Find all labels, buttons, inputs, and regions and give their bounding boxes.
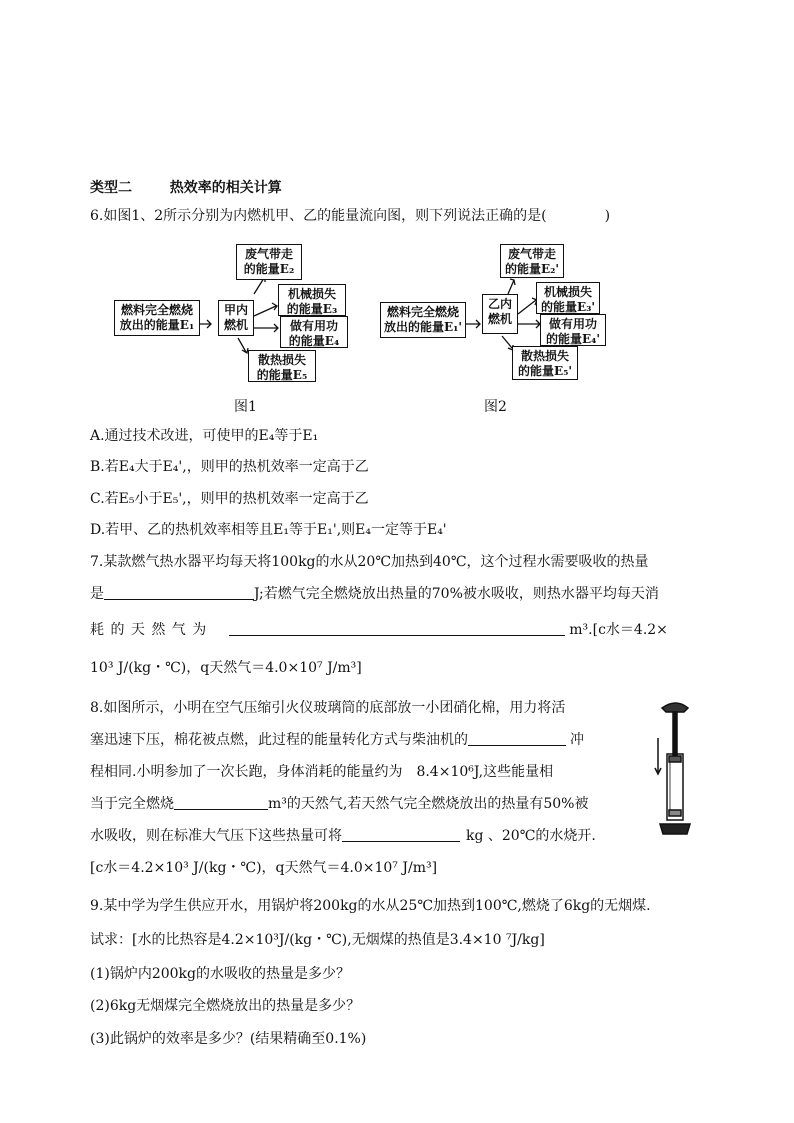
section-title: 热效率的相关计算: [169, 180, 282, 196]
air-compression-igniter-figure: [652, 698, 696, 848]
fig2-useful-box: 做有用功 的能量E₄': [540, 314, 606, 346]
q9-line1: 9.某中学为学生供应开水，用锅炉将200kg的水从25℃加热到100℃,燃烧了6kg的无烟煤.: [90, 898, 651, 914]
fig2-input-box: 燃料完全燃烧 放出的能量E₁': [380, 302, 466, 338]
q6-stem: 6.如图1、2所示分别为内燃机甲、乙的能量流向图，则下列说法正确的是( ): [90, 208, 611, 224]
q7-line3: 耗 的 天 然 气 为 m³.[c水＝4.2×: [90, 622, 668, 638]
figure-2-caption: 图2: [484, 399, 507, 415]
q7-line2: 是 J;若燃气完全燃烧放出热量的70%被水吸收，则热水器平均每天消: [90, 586, 659, 602]
q6-option-b: B.若E₄大于E₄',，则甲的热机效率一定高于乙: [90, 459, 369, 475]
q7-line4: 10³ J/(kg・℃)，q天然气＝4.0×10⁷ J/m³]: [90, 660, 362, 676]
q6-option-a: A.通过技术改进，可使甲的E₄等于E₁: [90, 428, 319, 444]
q8-line3: 程相同.小明参加了一次长跑，身体消耗的能量约为 8.4×10⁶J,这些能量相: [90, 764, 554, 780]
q8-blank-stroke[interactable]: [468, 730, 566, 746]
figure-1-energy-flow: [114, 244, 354, 384]
q9-sub3: (3)此锅炉的效率是多少？(结果精确至0.1%): [90, 1031, 367, 1047]
q8-blank-gas-volume[interactable]: [174, 794, 268, 810]
q9-sub1: (1)锅炉内200kg的水吸收的热量是多少？: [90, 966, 350, 982]
fig1-heat-box: 散热损失 的能量E₅: [248, 350, 316, 382]
q6-option-c: C.若E₅小于E₅',，则甲的热机效率一定高于乙: [90, 491, 369, 507]
q9-line2: 试求：[水的比热容是4.2×10³J/(kg・℃),无烟煤的热值是3.4×10 ⁷J/kg]: [90, 932, 545, 948]
fig2-exhaust-box: 废气带走 的能量E₂': [500, 244, 564, 278]
q9-sub2: (2)6kg无烟煤完全燃烧放出的热量是多少？: [90, 998, 361, 1014]
q8-line1: 8.如图所示，小明在空气压缩引火仪玻璃筒的底部放一小团硝化棉，用力将活: [90, 700, 566, 716]
section-heading: [90, 178, 282, 198]
figure-1-caption: 图1: [234, 399, 257, 415]
fig1-useful-box: 做有用功 的能量E₄: [280, 316, 348, 348]
q8-line4: 当于完全燃烧 m³的天然气,若天然气完全燃烧放出的热量有50%被: [90, 796, 589, 812]
q7-blank-gas[interactable]: [229, 620, 565, 636]
fig1-input-box: 燃料完全燃烧 放出的能量E₁: [114, 300, 200, 336]
q6-option-d: D.若甲、乙的热机效率相等且E₁等于E₁',则E₄一定等于E₄': [90, 522, 447, 538]
figure-2-energy-flow: [380, 244, 620, 384]
fig2-mechanical-box: 机械损失 的能量E₃': [536, 282, 600, 314]
q8-line6: [c水＝4.2×10³ J/(kg・℃)，q天然气＝4.0×10⁷ J/m³]: [90, 860, 438, 876]
section-label: 类型二: [90, 180, 132, 196]
fig1-engine-box: 甲内 燃机: [218, 300, 254, 336]
fig1-mechanical-box: 机械损失 的能量E₃: [278, 284, 346, 316]
q7-line1: 7.某款燃气热水器平均每天将100kg的水从20℃加热到40℃，这个过程水需要吸收的热量: [90, 554, 649, 570]
fig2-engine-box: 乙内 燃机: [482, 294, 518, 334]
fig1-exhaust-box: 废气带走 的能量E₂: [236, 244, 302, 280]
q8-line5: 水吸收，则在标准大气压下这些热量可将 kg 、20℃的水烧开.: [90, 828, 596, 844]
q7-blank-heat[interactable]: [104, 584, 254, 600]
q8-blank-water-mass[interactable]: [342, 826, 460, 842]
q8-line2: 塞迅速下压，棉花被点燃，此过程的能量转化方式与柴油机的 冲: [90, 732, 584, 748]
fig2-heat-box: 散热损失 的能量E₅': [512, 346, 578, 380]
